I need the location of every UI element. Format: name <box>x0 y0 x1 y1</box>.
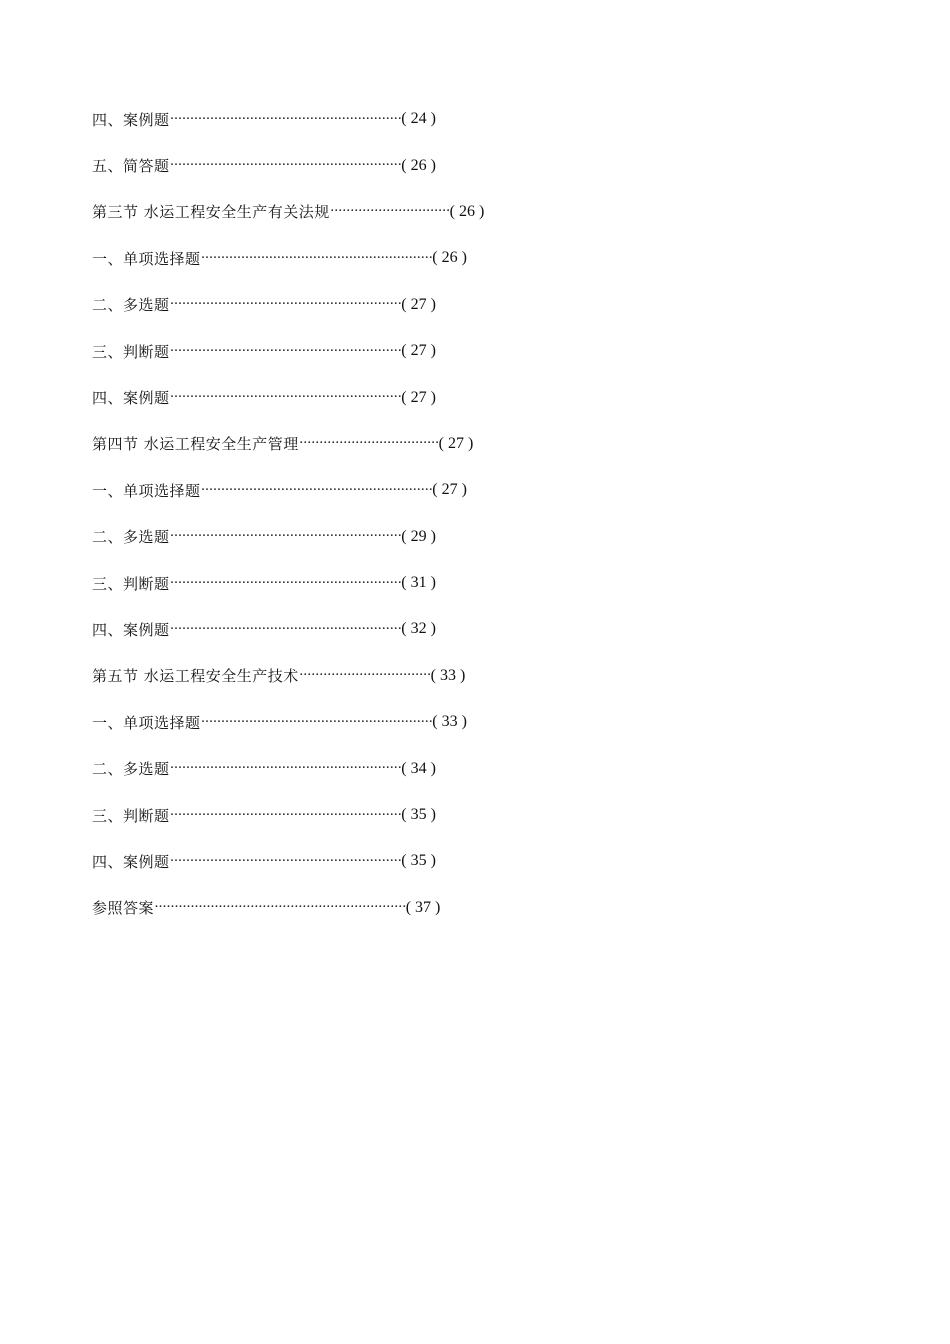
toc-leader-dots: ······························ <box>329 203 450 220</box>
toc-leader-dots: ··································· <box>298 435 439 452</box>
toc-entry[interactable] <box>92 328 852 374</box>
toc-entry-title: 四、案例题 <box>92 620 170 639</box>
toc-entry-title: 一、单项选择题 <box>92 249 201 268</box>
toc-entry-title: 四、案例题 <box>92 852 170 871</box>
toc-entry-title: 三、判断题 <box>92 342 170 361</box>
toc-leader-dots: ·························································· <box>200 481 433 498</box>
toc-page-number: ( 29 ) <box>401 527 436 545</box>
toc-leader-dots: ······························································· <box>154 899 406 916</box>
toc-entry-title: 第四节 水运工程安全生产管理 <box>92 435 299 454</box>
toc-entry[interactable] <box>92 514 852 560</box>
toc-leader-dots: ·························································· <box>169 760 402 777</box>
toc-entry-title: 三、判断题 <box>92 574 170 593</box>
toc-page-number: ( 27 ) <box>401 295 436 313</box>
toc-page-number: ( 37 ) <box>405 898 441 916</box>
toc-page-number: ( 27 ) <box>401 342 436 360</box>
toc-page-number: ( 34 ) <box>401 759 436 777</box>
toc-page-number: ( 27 ) <box>401 388 436 406</box>
toc-leader-dots: ································· <box>298 667 431 684</box>
toc-page-number: ( 27 ) <box>438 434 474 452</box>
toc-entry[interactable] <box>92 838 852 884</box>
toc-entry[interactable] <box>92 235 852 281</box>
toc-page-number: ( 35 ) <box>401 852 436 870</box>
toc-entry[interactable] <box>92 653 852 699</box>
toc-entry[interactable] <box>92 421 852 467</box>
toc-leader-dots: ·························································· <box>169 528 402 545</box>
toc-entry[interactable] <box>92 885 852 931</box>
toc-leader-dots: ·························································· <box>200 713 433 730</box>
table-of-contents <box>92 96 852 931</box>
toc-page-number: ( 26 ) <box>432 249 467 267</box>
toc-leader-dots: ·························································· <box>169 157 402 174</box>
toc-entry-title: 二、多选题 <box>92 528 170 547</box>
toc-entry-title: 四、案例题 <box>92 110 170 129</box>
toc-entry[interactable] <box>92 792 852 838</box>
toc-leader-dots: ·························································· <box>169 574 402 591</box>
toc-page-number: ( 31 ) <box>401 574 436 592</box>
toc-entry[interactable] <box>92 699 852 745</box>
toc-entry[interactable] <box>92 745 852 791</box>
toc-entry-title: 参照答案 <box>92 899 155 918</box>
toc-leader-dots: ·························································· <box>169 620 402 637</box>
toc-entry[interactable] <box>92 142 852 188</box>
toc-page-number: ( 24 ) <box>401 110 436 128</box>
toc-entry-title: 二、多选题 <box>92 760 170 779</box>
toc-leader-dots: ·························································· <box>169 806 402 823</box>
toc-entry-title: 第五节 水运工程安全生产技术 <box>92 667 299 686</box>
toc-page-number: ( 33 ) <box>432 713 467 731</box>
toc-entry-title: 一、单项选择题 <box>92 481 201 500</box>
toc-entry[interactable] <box>92 606 852 652</box>
toc-entry[interactable] <box>92 96 852 142</box>
toc-leader-dots: ·························································· <box>169 389 402 406</box>
toc-page-number: ( 33 ) <box>430 666 466 684</box>
toc-leader-dots: ·························································· <box>169 342 402 359</box>
toc-page-number: ( 27 ) <box>432 481 467 499</box>
toc-leader-dots: ·························································· <box>169 110 402 127</box>
toc-entry-title: 五、简答题 <box>92 157 170 176</box>
toc-leader-dots: ·························································· <box>200 249 433 266</box>
toc-leader-dots: ·························································· <box>169 296 402 313</box>
toc-page-number: ( 26 ) <box>401 156 436 174</box>
toc-entry-title: 四、案例题 <box>92 389 170 408</box>
toc-page-number: ( 32 ) <box>401 620 436 638</box>
toc-entry[interactable] <box>92 467 852 513</box>
toc-page-number: ( 35 ) <box>401 806 436 824</box>
toc-entry[interactable] <box>92 189 852 235</box>
toc-entry-title: 一、单项选择题 <box>92 713 201 732</box>
toc-entry-title: 第三节 水运工程安全生产有关法规 <box>92 203 330 222</box>
toc-entry[interactable] <box>92 560 852 606</box>
toc-entry-title: 三、判断题 <box>92 806 170 825</box>
toc-page-number: ( 26 ) <box>449 202 485 220</box>
toc-leader-dots: ·························································· <box>169 852 402 869</box>
toc-entry[interactable] <box>92 282 852 328</box>
toc-entry-title: 二、多选题 <box>92 296 170 315</box>
toc-entry[interactable] <box>92 374 852 420</box>
